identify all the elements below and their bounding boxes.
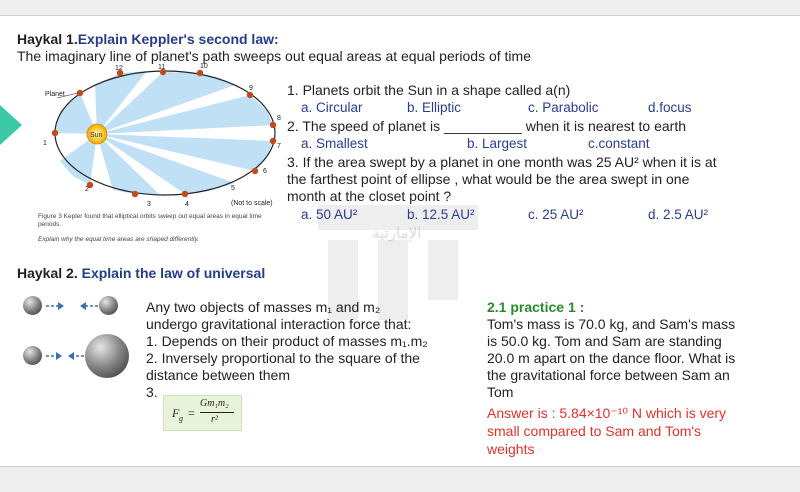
q3-option-a[interactable]: a. 50 AU² — [301, 207, 358, 222]
q3-option-d[interactable]: d. 2.5 AU² — [648, 207, 709, 222]
svg-text:6: 6 — [263, 168, 267, 175]
law-line-1: Any two objects of masses m₁ and m₂ — [146, 299, 381, 315]
svg-text:7: 7 — [277, 143, 281, 150]
planet-label: Planet — [45, 91, 65, 98]
q1-option-b[interactable]: b. Elliptic — [407, 100, 462, 115]
svg-text:2: 2 — [85, 186, 89, 193]
q1-option-c[interactable]: c. Parabolic — [528, 100, 599, 115]
question-1: 1. Planets orbit the Sun in a shape called a(n) — [287, 82, 571, 98]
svg-text:5: 5 — [231, 185, 235, 192]
law-line-5: distance between them — [146, 367, 290, 383]
practice-line-1: Tom's mass is 70.0 kg, and Sam's mass — [487, 316, 736, 332]
q3-option-c[interactable]: c. 25 AU² — [528, 207, 584, 222]
answer-line-3: weights — [487, 441, 535, 457]
attraction-arrows-top — [44, 299, 100, 313]
figure-caption: Figure 3 Kepler found that elliptical orbits sweep out equal areas in equal time periods. — [38, 213, 262, 228]
law-line-4: 2. Inversely proportional to the square of the — [146, 350, 420, 366]
kepler-orbit-figure — [35, 63, 285, 213]
answer-line-2: small compared to Sam and Tom's — [487, 423, 702, 439]
small-mass-ball-2 — [99, 296, 118, 315]
q1-option-a[interactable]: a. Circular — [301, 100, 363, 115]
small-mass-ball-1 — [23, 296, 42, 315]
gravity-formula: F g = Gm₁m₂ r² — [163, 395, 242, 431]
watermark-text: الإمارتية — [372, 225, 422, 242]
law-line-3: 1. Depends on their product of masses m₁.m₂ — [146, 333, 428, 349]
section2-heading — [17, 265, 265, 281]
section2-prefix: Haykal 2. — [17, 265, 78, 281]
practice-line-2: is 50.0 kg. Tom and Sam are standing — [487, 333, 722, 349]
svg-text:4: 4 — [185, 201, 189, 208]
attraction-arrows-bottom — [44, 349, 86, 363]
q3-option-b[interactable]: b. 12.5 AU² — [407, 207, 475, 222]
section2-title: Explain the law of universal — [81, 265, 266, 281]
sun-label: Sun — [90, 132, 103, 139]
q2-option-a[interactable]: a. Smallest — [301, 136, 368, 151]
figure-caption-question: Explain why the equal time areas are shaped differently. — [38, 236, 200, 243]
q1-option-d[interactable]: d.focus — [648, 100, 692, 115]
question-3-line3: month at the closet point ? — [287, 188, 452, 204]
svg-text:11: 11 — [158, 64, 166, 71]
svg-text:9: 9 — [249, 85, 253, 92]
side-arrow-tab[interactable] — [0, 105, 22, 145]
formula-lhs: F — [172, 406, 180, 420]
section1-title: Explain Keppler's second law: — [77, 31, 279, 47]
svg-text:3: 3 — [147, 201, 151, 208]
svg-text:10: 10 — [200, 63, 208, 70]
section1-subtitle: The imaginary line of planet's path sweeps out equal areas at equal periods of time — [17, 48, 531, 64]
svg-text:1: 1 — [43, 140, 47, 147]
svg-text:12: 12 — [115, 65, 123, 72]
large-mass-ball — [85, 334, 129, 378]
practice-line-4: the gravitational force between Sam an — [487, 367, 730, 383]
law-line-2: undergo gravitational interaction force that: — [146, 316, 412, 332]
svg-text:8: 8 — [277, 115, 281, 122]
answer-line-1: Answer is : 5.84×10⁻¹⁰ N which is very — [487, 405, 727, 421]
q2-option-c[interactable]: c.constant — [588, 136, 650, 151]
formula-numerator: Gm₁m₂ — [200, 398, 229, 409]
small-mass-ball-3 — [23, 346, 42, 365]
section1-heading — [17, 31, 279, 47]
practice-line-3: 20.0 m apart on the dance floor. What is — [487, 350, 736, 366]
formula-denominator: r² — [211, 414, 218, 425]
question-3-line2: the farthest point of ellipse , what would be the area swept in one — [287, 171, 690, 187]
q2-option-b[interactable]: b. Largest — [467, 136, 528, 151]
not-to-scale-label: (Not to scale) — [231, 200, 273, 207]
question-2: 2. The speed of planet is __________ when it is nearest to earth — [287, 118, 687, 134]
question-3-line1: 3. If the area swept by a planet in one month was 25 AU² when it is at — [287, 154, 717, 170]
section1-prefix: Haykal 1. — [17, 31, 78, 47]
practice-line-5: Tom — [487, 384, 514, 400]
formula-lhs-sub: g — [179, 414, 183, 423]
law-line-6: 3. — [146, 384, 158, 400]
practice-title: 2.1 practice 1 : — [487, 299, 585, 315]
